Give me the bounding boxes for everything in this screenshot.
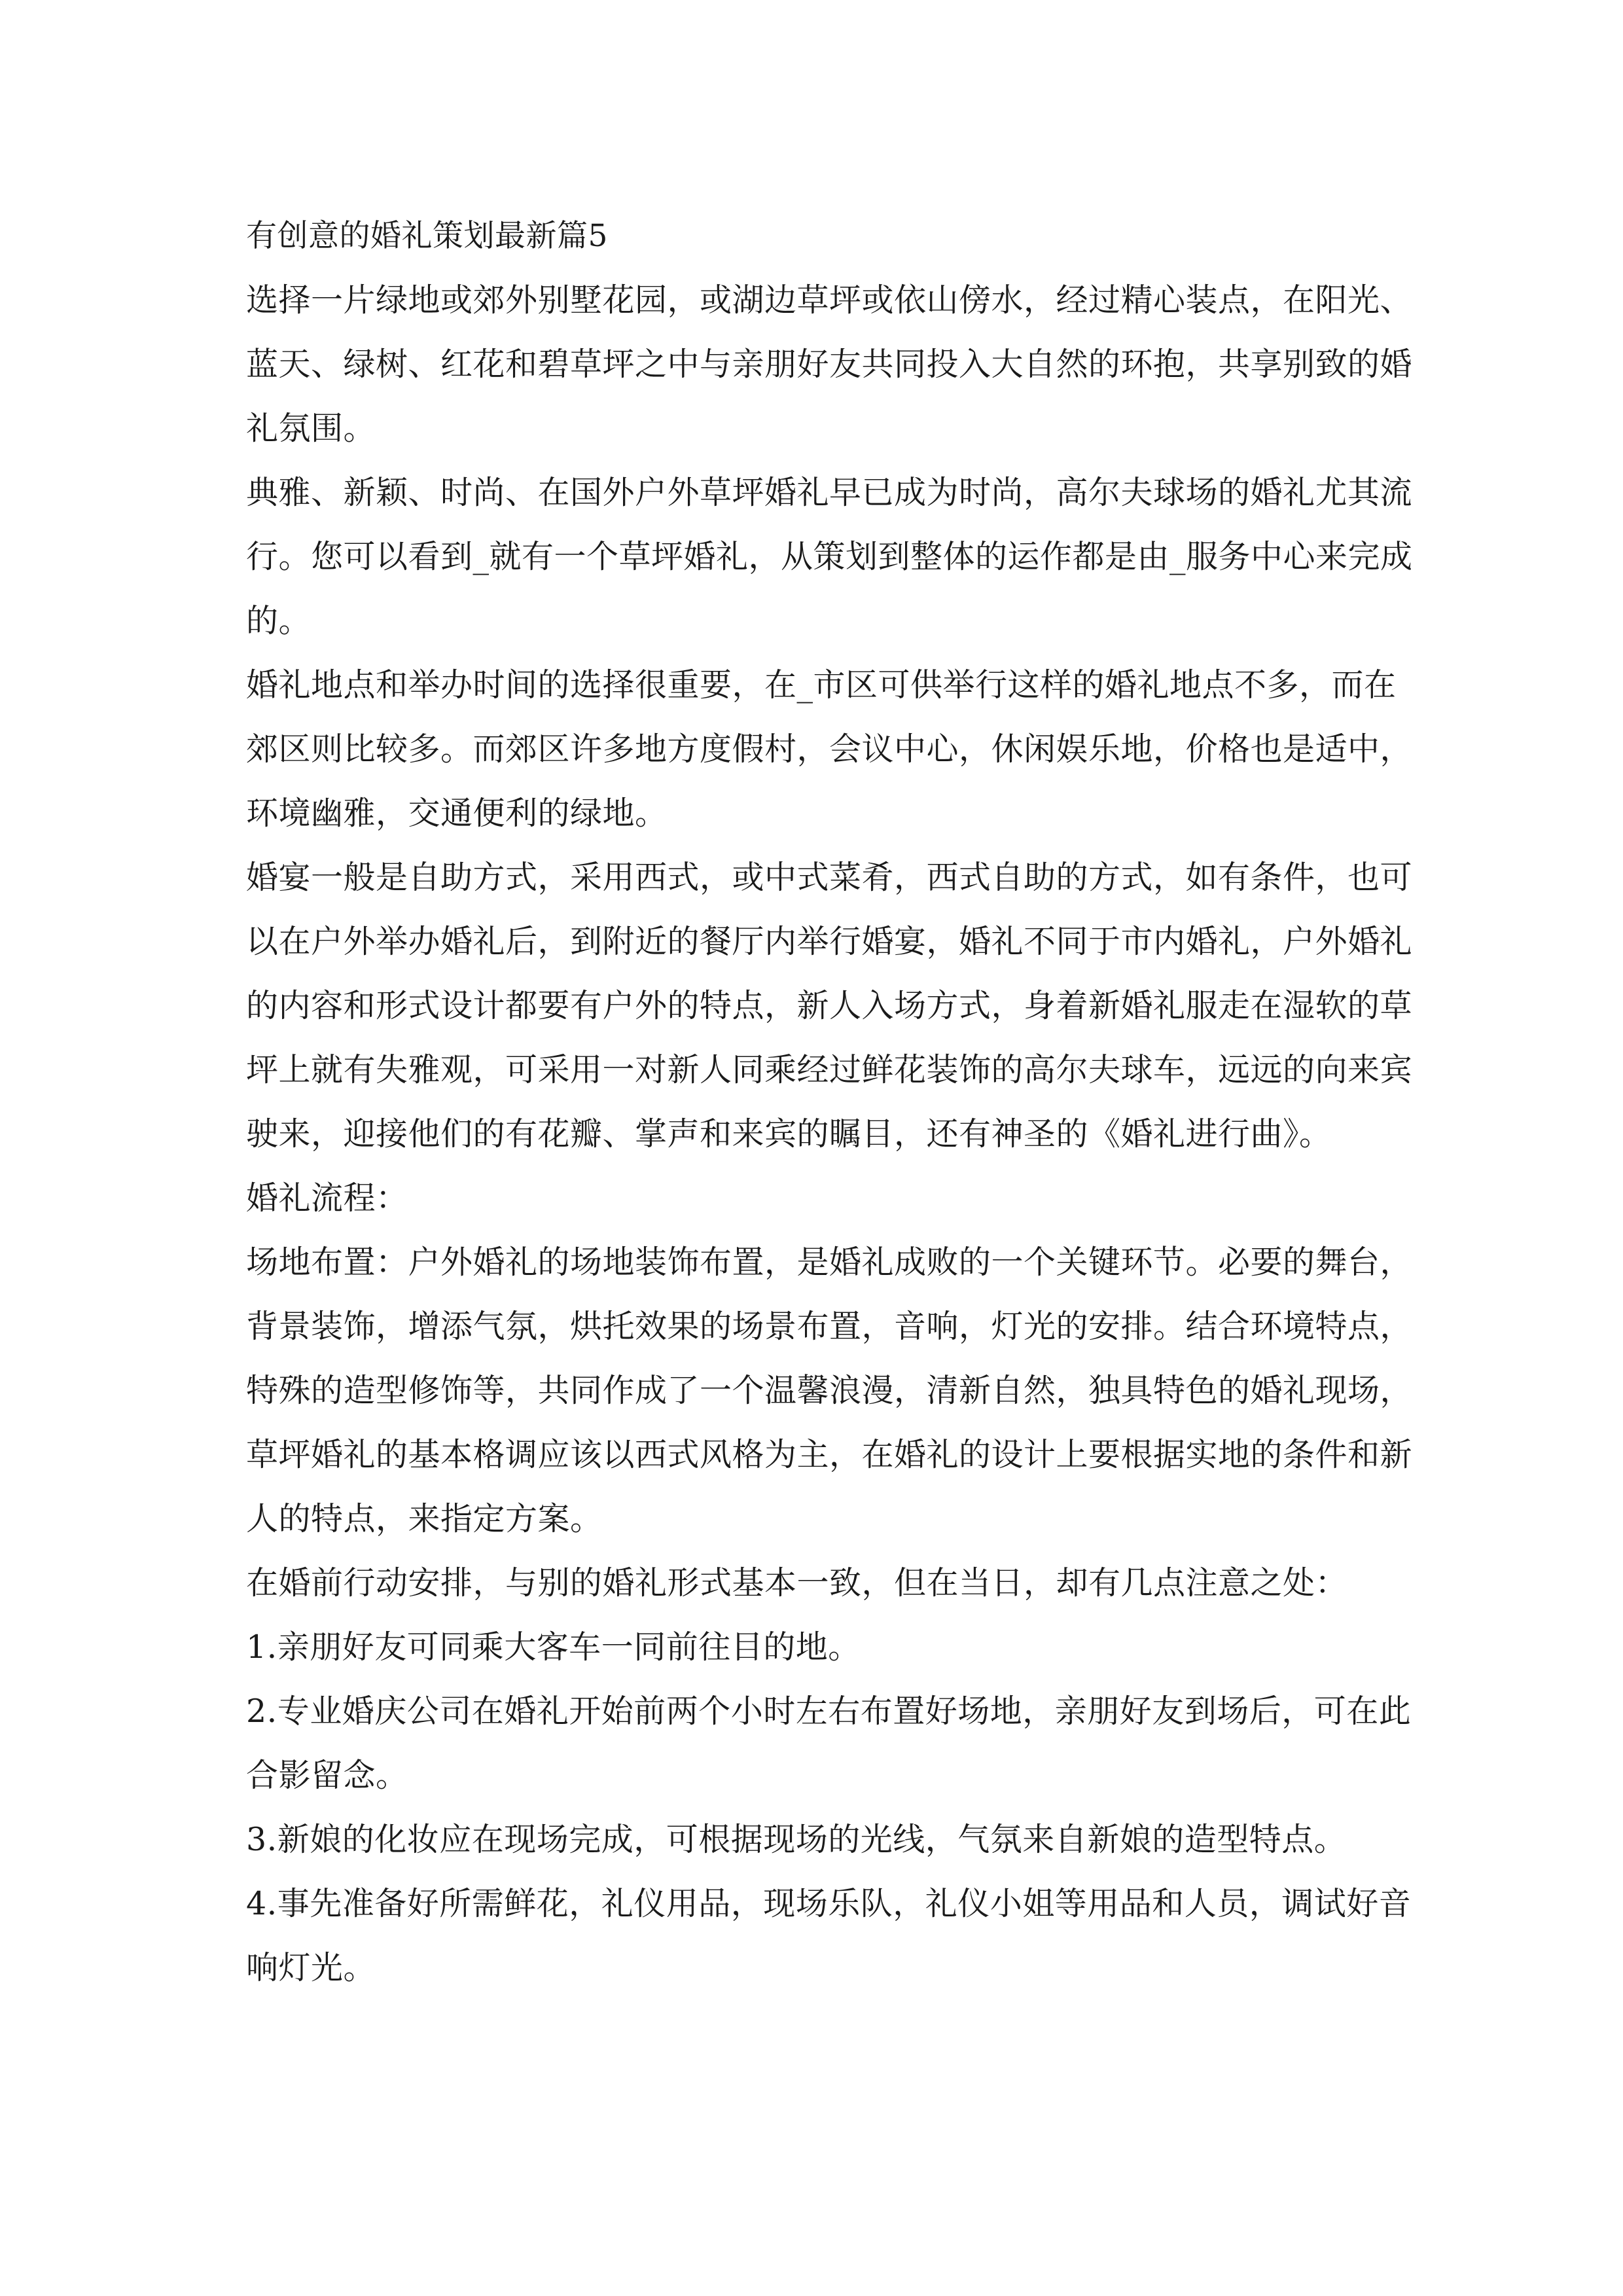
document-body xyxy=(246,204,1424,2000)
paragraph-venue-choice: 选择一片绿地或郊外别墅花园，或湖边草坪或依山傍水，经过精心装点，在阳光、蓝天、绿树、红花和碧草坪之中与亲朋好友共同投入大自然的环抱，共享别致的婚礼氛围。 xyxy=(246,281,1413,447)
paragraph-schedule-intro: 在婚前行动安排，与别的婚礼形式基本一致，但在当日，却有几点注意之处： xyxy=(246,1564,1348,1602)
paragraph-location-time: 婚礼地点和举办时间的选择很重要，在_市区可供举行这样的婚礼地点不多，而在郊区则比较多。而郊区许多地方度假村，会议中心，休闲娱乐地，价格也是适中，环境幽雅，交通便利的绿地。 xyxy=(246,666,1413,832)
list-item-2: 2.专业婚庆公司在婚礼开始前两个小时左右布置好场地，亲朋好友到场后，可在此合影留念。 xyxy=(246,1693,1412,1794)
document-title: 有创意的婚礼策划最新篇5 xyxy=(246,218,608,254)
list-item-1: 1.亲朋好友可同乘大客车一同前往目的地。 xyxy=(246,1628,861,1666)
paragraph-golf-trend: 典雅、新颖、时尚、在国外户外草坪婚礼早已成为时尚，高尔夫球场的婚礼尤其流行。您可以看到_就有一个草坪婚礼，从策划到整体的运作都是由_服务中心来完成的。 xyxy=(246,474,1413,639)
section-heading-process: 婚礼流程： xyxy=(246,1179,408,1217)
paragraph-banquet: 婚宴一般是自助方式，采用西式，或中式菜肴，西式自助的方式，如有条件，也可以在户外举办婚礼后，到附近的餐厅内举行婚宴，婚礼不同于市内婚礼，户外婚礼的内容和形式设计都要有户外的特点，新人入场方式，身着新婚礼服走在湿软的草坪上就有失雅观，可采用一对新人同乘经过鲜花装饰的高尔夫球车，远远的向来宾驶来，迎接他们的有花瓣、掌声和来宾的瞩目，还有神圣的《婚礼进行曲》。 xyxy=(246,859,1413,1153)
list-item-4: 4.事先准备好所需鲜花，礼仪用品，现场乐队，礼仪小姐等用品和人员，调试好音响灯光。 xyxy=(246,1885,1412,1986)
paragraph-venue-setup: 场地布置：户外婚礼的场地装饰布置，是婚礼成败的一个关键环节。必要的舞台，背景装饰，增添气氛，烘托效果的场景布置，音响，灯光的安排。结合环境特点，特殊的造型修饰等，共同作成了一个温馨浪漫，清新自然，独具特色的婚礼现场，草坪婚礼的基本格调应该以西式风格为主，在婚礼的设计上要根据实地的条件和新人的特点，来指定方案。 xyxy=(246,1244,1413,1537)
list-item-3: 3.新娘的化妆应在现场完成，可根据现场的光线，气氛来自新娘的造型特点。 xyxy=(246,1821,1347,1858)
